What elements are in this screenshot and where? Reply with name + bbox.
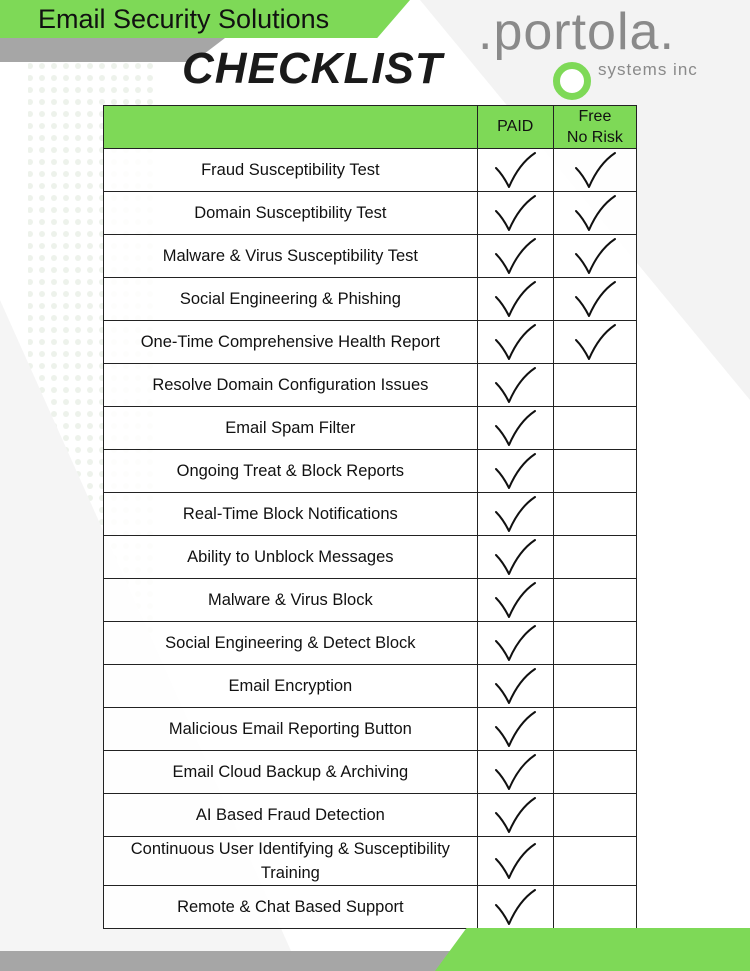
table-row [104, 278, 637, 321]
checkmark-icon [478, 624, 553, 662]
free-cell [553, 192, 636, 235]
feature-label: Remote & Chat Based Support [104, 886, 478, 929]
table-row [104, 321, 637, 364]
feature-label: Domain Susceptibility Test [104, 192, 478, 235]
feature-label: Real-Time Block Notifications [104, 493, 478, 536]
feature-label: Ongoing Treat & Block Reports [104, 450, 478, 493]
checkmark-icon [478, 495, 553, 533]
feature-label: Malicious Email Reporting Button [104, 708, 478, 751]
paid-cell [477, 493, 553, 536]
table-row [104, 149, 637, 192]
free-cell [553, 579, 636, 622]
feature-label: Malware & Virus Susceptibility Test [104, 235, 478, 278]
footer-stripe-green [435, 928, 750, 971]
checkmark-icon [554, 151, 636, 189]
feature-column-header [104, 106, 478, 149]
checkmark-icon [478, 796, 553, 834]
checkmark-icon [478, 667, 553, 705]
checkmark-icon [554, 323, 636, 361]
table-row [104, 493, 637, 536]
paid-cell [477, 278, 553, 321]
free-cell [553, 837, 636, 886]
checkmark-icon [478, 538, 553, 576]
paid-cell [477, 321, 553, 364]
free-cell [553, 493, 636, 536]
free-header-line1: Free [578, 108, 612, 125]
free-cell [553, 407, 636, 450]
free-header-line2: No Risk [566, 129, 623, 146]
table-row [104, 536, 637, 579]
checkmark-icon [478, 151, 553, 189]
table-row [104, 751, 637, 794]
feature-label: Malware & Virus Block [104, 579, 478, 622]
feature-label: Email Spam Filter [104, 407, 478, 450]
paid-cell [477, 192, 553, 235]
checkmark-icon [478, 237, 553, 275]
paid-cell [477, 794, 553, 837]
feature-label: Email Encryption [104, 665, 478, 708]
feature-label: Social Engineering & Phishing [104, 278, 478, 321]
table-row [104, 364, 637, 407]
checkmark-icon [554, 194, 636, 232]
table-body [104, 149, 637, 929]
free-cell [553, 886, 636, 929]
table-row [104, 192, 637, 235]
page-title: CHECKLIST [182, 44, 443, 93]
checkmark-icon [478, 888, 553, 926]
banner-title: Email Security Solutions [38, 4, 330, 34]
paid-cell [477, 235, 553, 278]
table-row [104, 450, 637, 493]
ring-icon [553, 62, 591, 100]
checkmark-icon [478, 581, 553, 619]
feature-label: Fraud Susceptibility Test [104, 149, 478, 192]
checkmark-icon [478, 323, 553, 361]
logo-subtitle: systems inc [598, 60, 698, 79]
paid-cell [477, 579, 553, 622]
free-cell [553, 665, 636, 708]
paid-cell [477, 450, 553, 493]
table-row [104, 579, 637, 622]
table-row [104, 407, 637, 450]
free-cell [553, 278, 636, 321]
paid-cell [477, 886, 553, 929]
checkmark-icon [478, 753, 553, 791]
checkmark-icon [554, 237, 636, 275]
checkmark-icon [554, 280, 636, 318]
paid-cell [477, 364, 553, 407]
free-cell [553, 622, 636, 665]
feature-label: Social Engineering & Detect Block [104, 622, 478, 665]
table-row [104, 665, 637, 708]
feature-label: Continuous User Identifying & Susceptibility Training [104, 837, 478, 886]
feature-label: Email Cloud Backup & Archiving [104, 751, 478, 794]
free-cell [553, 149, 636, 192]
logo-wordmark: .portola. [478, 3, 675, 61]
checkmark-icon [478, 366, 553, 404]
table-row [104, 708, 637, 751]
free-cell [553, 450, 636, 493]
free-cell [553, 751, 636, 794]
paid-cell [477, 708, 553, 751]
company-logo [478, 3, 738, 100]
feature-label: One-Time Comprehensive Health Report [104, 321, 478, 364]
table-row [104, 886, 637, 929]
free-cell [553, 364, 636, 407]
free-column-header [553, 106, 636, 149]
checkmark-icon [478, 409, 553, 447]
paid-cell [477, 407, 553, 450]
checkmark-icon [478, 710, 553, 748]
table-row [104, 794, 637, 837]
checkmark-icon [478, 452, 553, 490]
feature-label: Resolve Domain Configuration Issues [104, 364, 478, 407]
paid-cell [477, 665, 553, 708]
paid-cell [477, 751, 553, 794]
checkmark-icon [478, 194, 553, 232]
feature-label: AI Based Fraud Detection [104, 794, 478, 837]
feature-checklist-table [103, 105, 637, 929]
free-cell [553, 708, 636, 751]
table-header-row [104, 106, 637, 149]
table-row [104, 235, 637, 278]
table-row [104, 837, 637, 886]
free-cell [553, 321, 636, 364]
paid-cell [477, 622, 553, 665]
free-cell [553, 794, 636, 837]
table-row [104, 622, 637, 665]
paid-column-header: PAID [477, 106, 553, 149]
paid-cell [477, 837, 553, 886]
paid-cell [477, 536, 553, 579]
free-cell [553, 235, 636, 278]
free-cell [553, 536, 636, 579]
checkmark-icon [478, 280, 553, 318]
feature-label: Ability to Unblock Messages [104, 536, 478, 579]
checkmark-icon [478, 842, 553, 880]
paid-cell [477, 149, 553, 192]
